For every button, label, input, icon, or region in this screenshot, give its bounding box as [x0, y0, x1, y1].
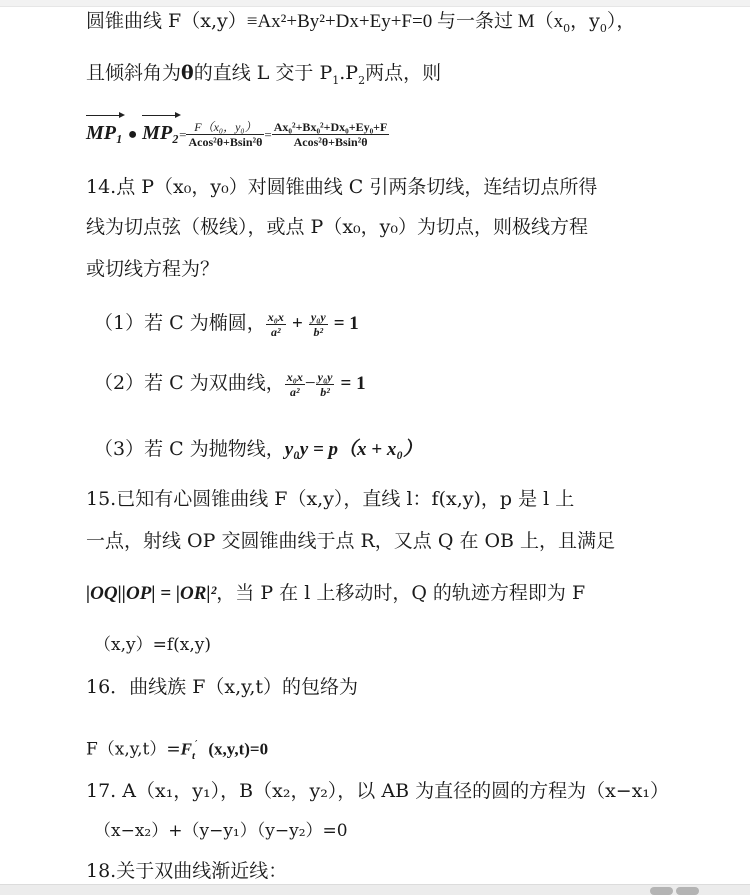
- paragraph-conic-line-2: [86, 60, 441, 94]
- item-16-line-1: 16．曲线族 F（x,y,t）的包络为: [86, 676, 359, 698]
- denominator: b²: [320, 384, 330, 399]
- vector-mp2: MP₂: [142, 116, 179, 150]
- theta-symbol: θ: [181, 62, 194, 84]
- equals-sign: =: [264, 127, 272, 142]
- subscript: t: [191, 750, 196, 763]
- item-14-line-3: 或切线方程为？: [86, 258, 220, 280]
- math-expression: |OQ||OP| = |OR|²: [86, 583, 217, 604]
- numerator: x₀x: [286, 369, 303, 384]
- item-15-line-3: [86, 580, 585, 607]
- numerator: Ax₀²+Bx₀²+Dx₀+Ey₀+F: [273, 120, 388, 135]
- rhs: = 1: [333, 313, 359, 334]
- fraction: [309, 311, 328, 338]
- fraction: [285, 371, 305, 398]
- text: ，y: [570, 10, 600, 32]
- item-14-line-2: 线为切点弦（极线），或点 P（x₀，y₀）为切点，则极线方程: [86, 216, 589, 238]
- dot-product-icon: ●: [127, 126, 138, 143]
- text: 的直线 L 交于 P: [193, 62, 333, 84]
- item-14-case-parabola: [94, 436, 422, 463]
- text: .P: [339, 62, 359, 84]
- item-16-line-2: [86, 732, 268, 769]
- text: F（x,y,t）=: [86, 739, 181, 760]
- fraction: [266, 311, 286, 338]
- subscript: 2: [358, 73, 366, 87]
- numerator: y₀y: [317, 369, 333, 384]
- operator: −: [304, 373, 316, 394]
- item-17-line-2: （x−x₂）+（y−y₁）（y−y₂）=0: [94, 821, 348, 841]
- item-14-case-ellipse: [94, 306, 359, 341]
- item-18-line-1: 18.关于双曲线渐近线：: [86, 860, 288, 882]
- denominator: Acos²θ+Bsin²θ: [188, 135, 263, 150]
- horizontal-scrollbar[interactable]: [0, 884, 750, 895]
- item-14-case-hyperbola: [94, 366, 366, 401]
- subscript: 1: [332, 73, 340, 87]
- formula-mp-product: [86, 116, 389, 152]
- rhs: = 1: [340, 373, 366, 394]
- subscript: 0: [599, 21, 607, 35]
- item-15-line-1: 15.已知有心圆锥曲线 F（x,y），直线 l：f(x,y)，p 是 l 上: [86, 488, 575, 510]
- numerator: F（x₀，y₀）: [186, 121, 264, 135]
- numerator: x₀x: [267, 309, 284, 324]
- denominator: a²: [290, 384, 300, 399]
- text: （1）若 C 为椭圆，: [94, 312, 266, 334]
- subscript: 0: [563, 21, 571, 35]
- text: （2）若 C 为双曲线，: [94, 372, 285, 394]
- item-15-line-2: 一点，射线 OP 交圆锥曲线于点 R，又点 Q 在 OB 上，且满足: [86, 530, 616, 552]
- equiv-symbol: ≡: [246, 11, 258, 32]
- prime: ′: [195, 738, 198, 751]
- paragraph-conic-line-1: [86, 8, 635, 42]
- parabola-formula: y₀y = p（x + x₀）: [284, 439, 422, 460]
- text: 两点，则: [365, 62, 442, 84]
- denominator: Acos²θ+Bsin²θ: [293, 135, 368, 150]
- text: (x,y,t)=0: [208, 739, 269, 759]
- denominator: a²: [271, 324, 281, 339]
- top-toolbar-edge: [0, 0, 750, 7]
- fraction-2: [272, 121, 390, 148]
- text: 圆锥曲线 F（x,y）: [86, 10, 247, 32]
- fraction: [316, 371, 335, 398]
- item-14-line-1: 14.点 P（x₀，y₀）对圆锥曲线 C 引两条切线，连结切点所得: [86, 176, 598, 198]
- operator: +: [291, 313, 303, 334]
- vector-mp1: MP₁: [86, 116, 123, 150]
- fraction-1: [186, 121, 264, 148]
- text: ），: [606, 10, 636, 32]
- text: ，当 P 在 l 上移动时，Q 的轨迹方程即为 F: [216, 582, 586, 604]
- text: （3）若 C 为抛物线，: [94, 438, 285, 460]
- text: 且倾斜角为: [86, 62, 182, 84]
- numerator: y₀y: [310, 309, 326, 324]
- math-f: F: [180, 739, 192, 759]
- equals-sign: =: [179, 127, 187, 142]
- text: Ax²+By²+Dx+Ey+F=0 与一条过 M（x: [257, 11, 564, 32]
- item-15-line-4: （x,y）=f(x,y): [94, 635, 211, 655]
- denominator: b²: [313, 324, 324, 339]
- item-17-line-1: 17. A（x₁，y₁），B（x₂，y₂），以 AB 为直径的圆的方程为（x−x₁）: [86, 780, 670, 802]
